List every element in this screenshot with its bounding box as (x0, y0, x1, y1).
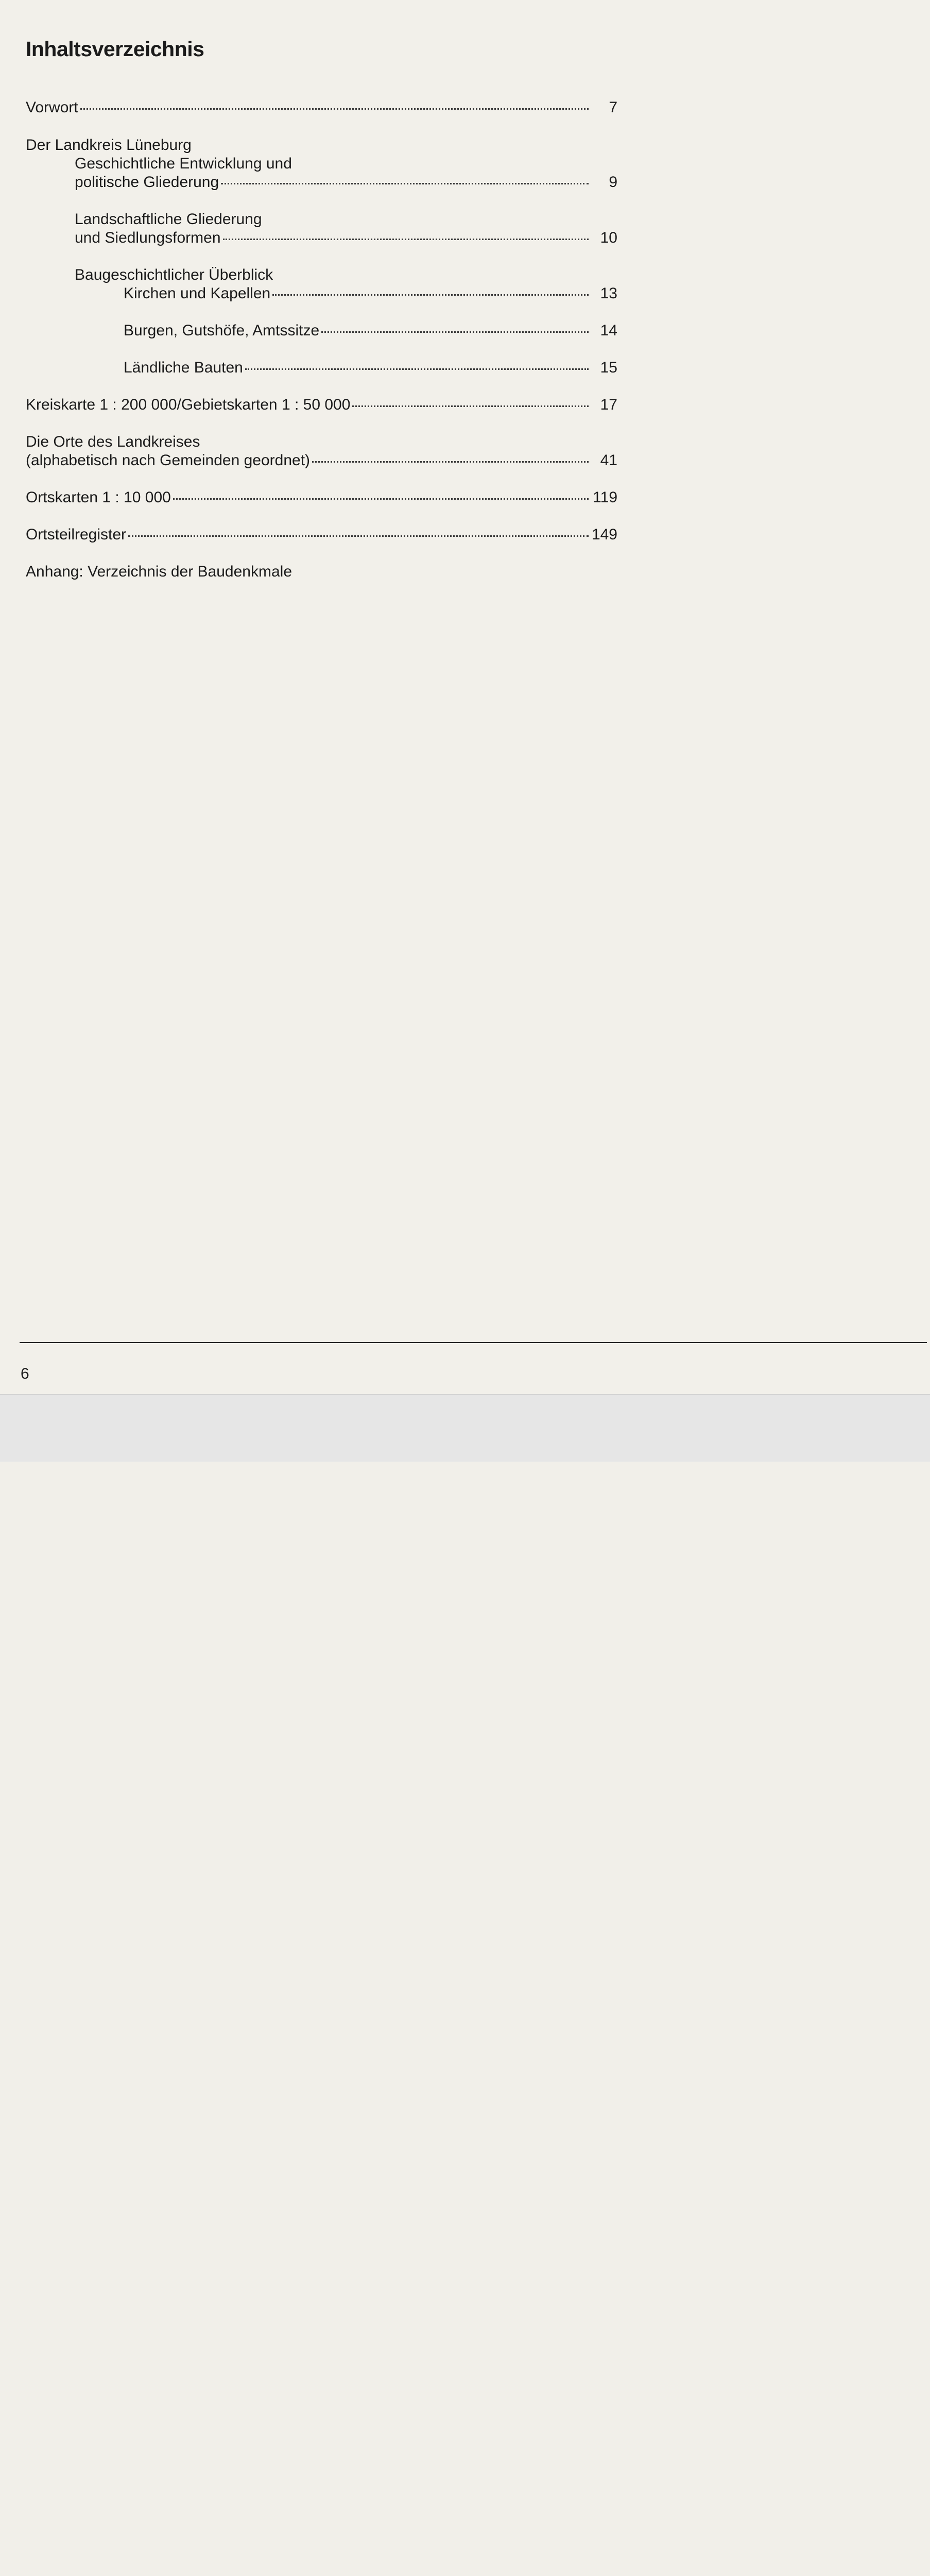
toc-entry-vorwort[interactable]: Vorwort 7 (26, 99, 617, 116)
toc-entry-laendlich[interactable]: Ländliche Bauten 15 (124, 359, 617, 376)
toc-page-number: 15 (600, 359, 617, 376)
toc-page-number: 41 (600, 452, 617, 469)
toc-entry-burgen[interactable]: Burgen, Gutshöfe, Amtssitze 14 (124, 322, 617, 339)
toc-section-landkreis: Der Landkreis Lüneburg (26, 137, 192, 154)
toc-page-number: 7 (609, 99, 617, 116)
toc-entry-landschaft[interactable]: und Siedlungsformen 10 (75, 229, 617, 246)
toc-page-number: 119 (593, 489, 617, 506)
toc-entry-ortskarten[interactable]: Ortskarten 1 : 10 000 119 (26, 489, 617, 506)
toc-entry-kreiskarte[interactable]: Kreiskarte 1 : 200 000/Gebietskarten 1 : 50 000 17 (26, 396, 617, 413)
toc-entry-landschaft-line1: Landschaftliche Gliederung (75, 211, 262, 228)
toc-page-number: 9 (609, 174, 617, 191)
footer-rule (20, 1342, 927, 1343)
viewer-footer (0, 1394, 930, 1462)
toc-entry-ortsteilregister[interactable]: Ortsteilregister 149 (26, 526, 617, 543)
toc-entry-orte[interactable]: (alphabetisch nach Gemeinden geordnet) 41 (26, 452, 617, 469)
toc-page-number: 10 (600, 229, 617, 246)
toc-section-baugeschichte: Baugeschichtlicher Überblick (75, 266, 273, 283)
toc-page-number: 13 (600, 285, 617, 302)
toc-page-number: 14 (600, 322, 617, 339)
toc-entry-geschichte[interactable]: politische Gliederung 9 (75, 174, 617, 191)
toc-page-number: 149 (591, 526, 617, 543)
toc-entry-kirchen[interactable]: Kirchen und Kapellen 13 (124, 285, 617, 302)
page-title: Inhaltsverzeichnis (26, 37, 204, 61)
toc-entry-geschichte-line1: Geschichtliche Entwicklung und (75, 155, 292, 172)
toc-entry-orte-line1: Die Orte des Landkreises (26, 433, 200, 450)
page-number: 6 (21, 1365, 29, 1382)
toc-entry-anhang[interactable]: Anhang: Verzeichnis der Baudenkmale (26, 563, 292, 580)
toc-page-number: 17 (600, 396, 617, 413)
